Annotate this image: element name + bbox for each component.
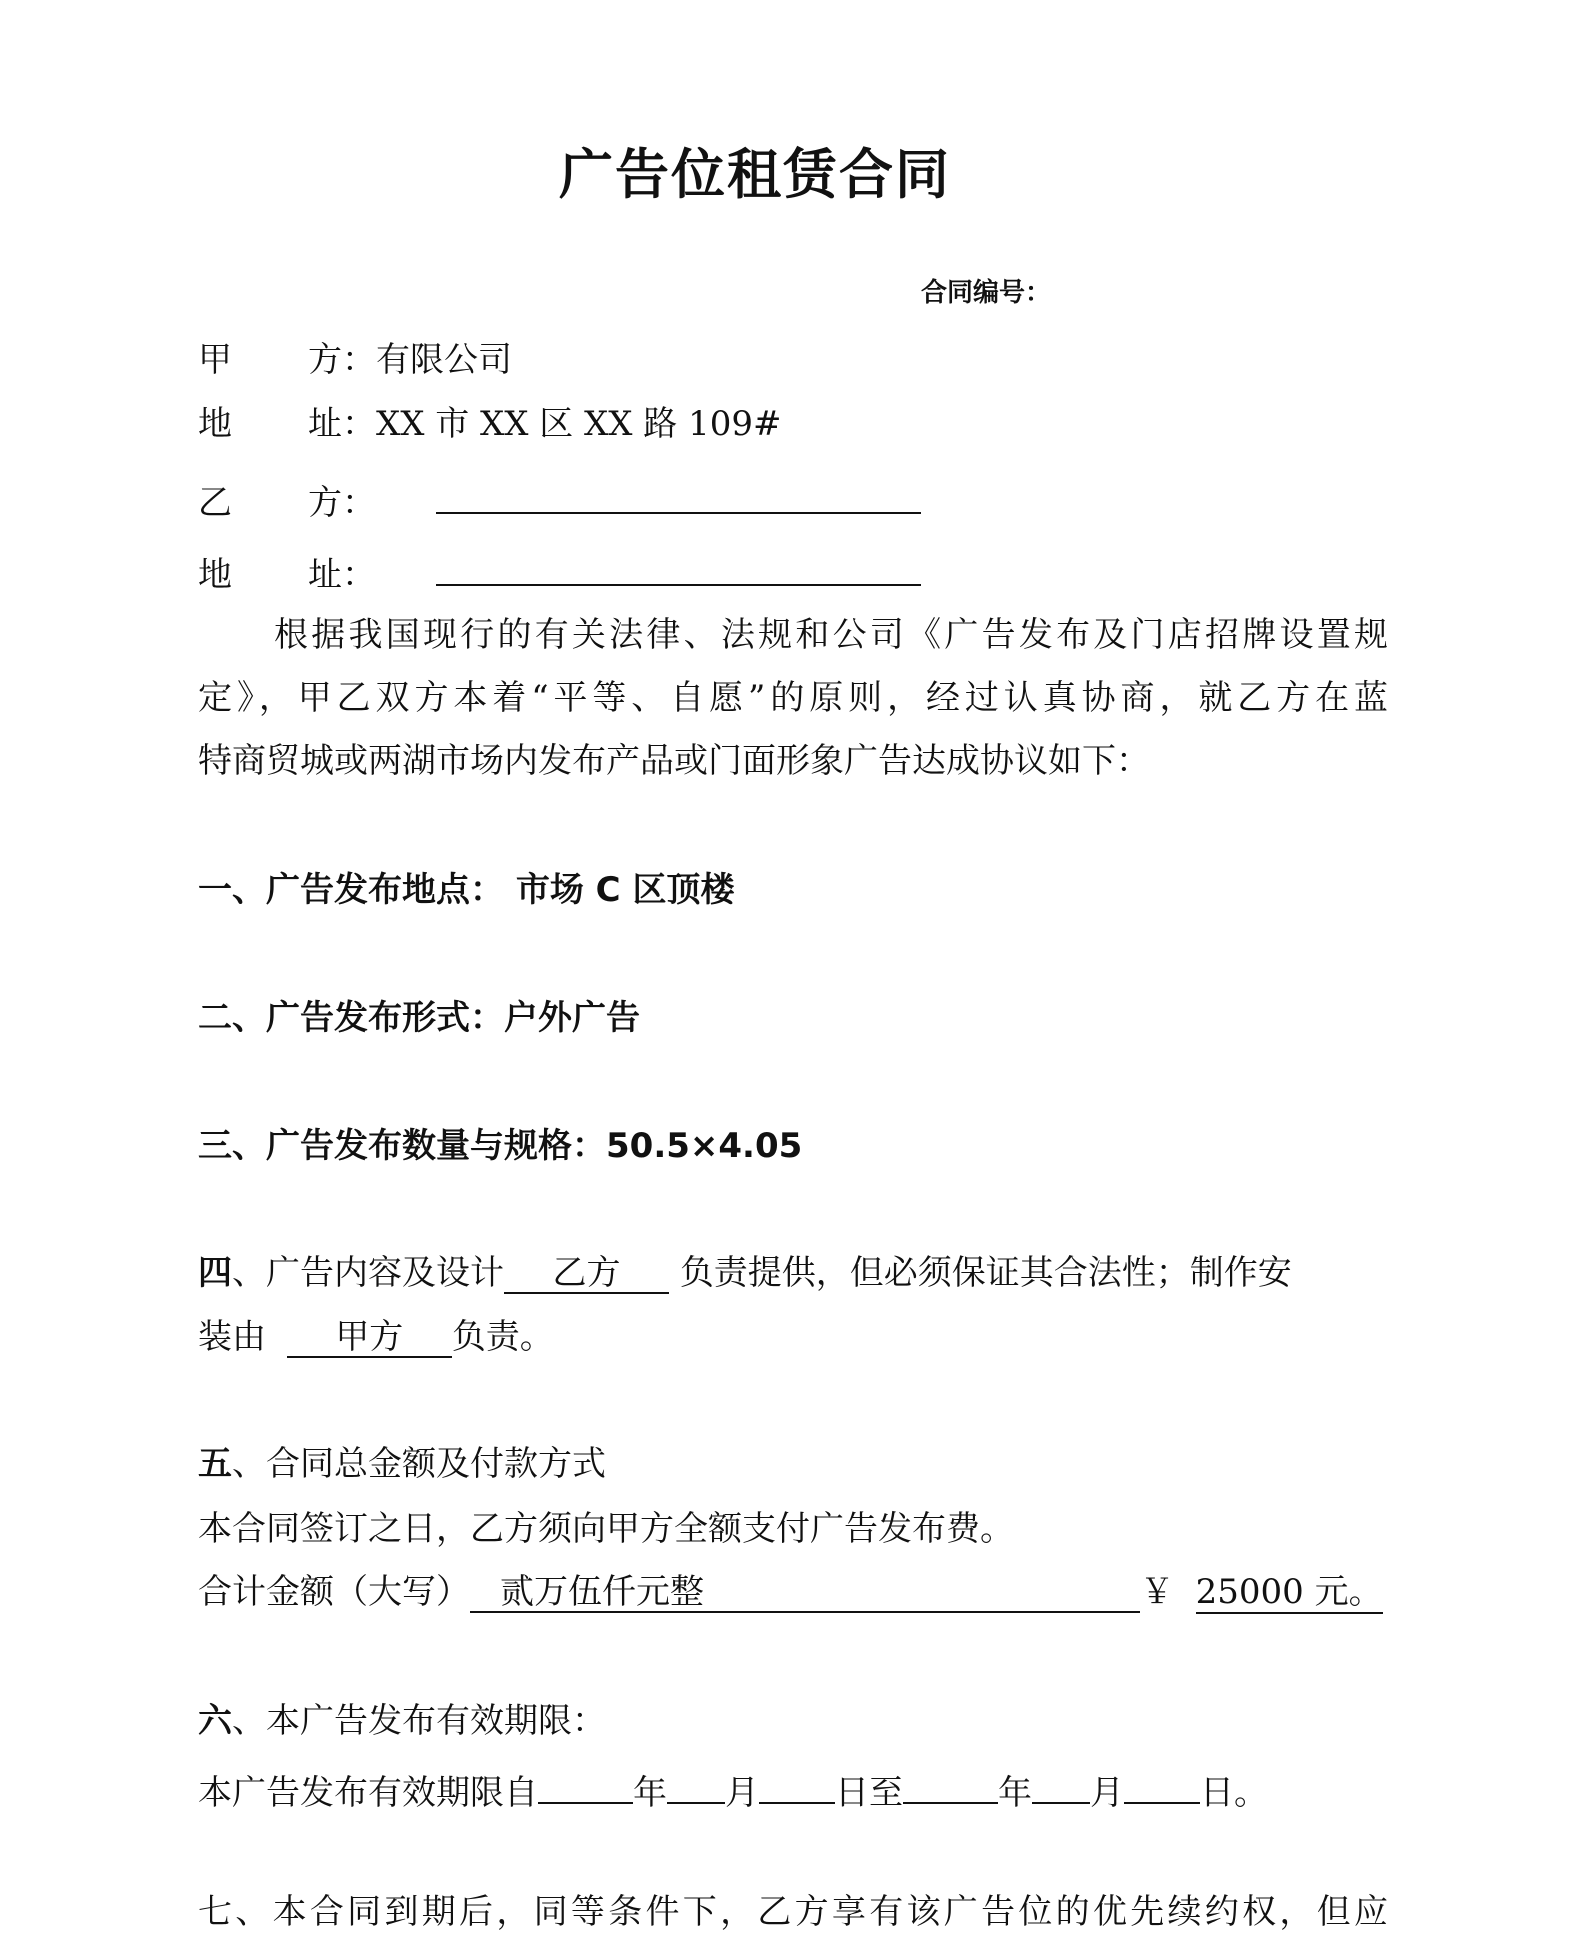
start-year-blank (538, 1764, 633, 1804)
intro-line-1: 根据我国现行的有关法律、法规和公司《广告发布及门店招牌设置规 (274, 615, 1388, 655)
section-number: 六 (198, 1701, 232, 1741)
text: 本广告发布有效期限自 (198, 1773, 538, 1813)
label: 地 (198, 555, 232, 595)
end-year-blank (903, 1764, 998, 1804)
text: 、合同总金额及付款方式 (232, 1444, 606, 1484)
end-month-blank (1032, 1764, 1090, 1804)
text: 、本广告发布有效期限： (232, 1701, 606, 1741)
label: 地 (198, 404, 232, 444)
section-5-line-1: 本合同签订之日，乙方须向甲方全额支付广告发布费。 (198, 1509, 1014, 1549)
section-5-amount-line (198, 1570, 1383, 1614)
text: 月 (1090, 1773, 1124, 1813)
ad-form: 户外广告 (504, 998, 640, 1038)
section-heading: 一、广告发布地点： (198, 870, 504, 910)
text: 负责。 (451, 1317, 554, 1357)
design-provider-field: 乙方 (504, 1254, 669, 1294)
address-b-line (198, 546, 921, 597)
section-4-line-1 (198, 1251, 1292, 1295)
section-5-heading (198, 1442, 606, 1486)
amount-figure (1196, 1572, 1383, 1614)
section-number: 五 (198, 1444, 232, 1484)
installer-field: 甲方 (287, 1318, 452, 1358)
text: 日。 (1200, 1773, 1268, 1813)
amount: 25000 (1195, 1572, 1304, 1612)
text: 年 (998, 1773, 1032, 1813)
label: 方： (308, 340, 376, 380)
address-a-value: XX 市 XX 区 XX 路 109# (376, 404, 782, 444)
currency-symbol: ￥ (1140, 1572, 1174, 1612)
section-6-heading (198, 1699, 606, 1743)
unit: 元。 (1314, 1572, 1383, 1612)
section-6-period-line (198, 1764, 1268, 1815)
section-1 (198, 868, 734, 912)
section-2 (198, 996, 640, 1040)
start-day-blank (759, 1764, 835, 1804)
label: 乙 (198, 483, 232, 523)
text: 负责提供，但必须保证其合法性；制作安 (679, 1253, 1292, 1293)
end-day-blank (1124, 1764, 1200, 1804)
amount-in-words: 贰万伍仟元整 (470, 1573, 1140, 1613)
label: 址： (308, 404, 376, 444)
party-a-value: 有限公司 (376, 340, 512, 380)
section-7-line-1: 七、本合同到期后，同等条件下，乙方享有该广告位的优先续约权，但应 (198, 1892, 1388, 1932)
text: 月 (725, 1773, 759, 1813)
text: 合计金额（大写） (198, 1572, 470, 1612)
label: 方： (308, 483, 376, 523)
label: 址： (308, 555, 376, 595)
text: 日至 (835, 1773, 903, 1813)
section-heading: 三、广告发布数量与规格： (198, 1126, 606, 1166)
ad-location: 市场 C 区顶楼 (515, 870, 735, 910)
party-a-line (198, 338, 512, 382)
label: 甲 (198, 340, 232, 380)
party-b-line (198, 474, 921, 525)
section-4-line-2 (198, 1315, 554, 1359)
text: 年 (633, 1773, 667, 1813)
start-month-blank (667, 1764, 725, 1804)
section-3 (198, 1124, 802, 1168)
text: 装由 (198, 1317, 266, 1357)
section-heading: 二、广告发布形式： (198, 998, 504, 1038)
document-title: 广告位租赁合同 (559, 143, 951, 206)
section-number: 四 (198, 1253, 232, 1293)
party-b-blank (436, 474, 921, 514)
text: 、广告内容及设计 (232, 1253, 504, 1293)
contract-number-label: 合同编号： (921, 278, 1052, 308)
address-a-line (198, 402, 781, 446)
intro-line-2: 定》，甲乙双方本着“平等、自愿”的原则，经过认真协商，就乙方在蓝 (198, 678, 1388, 718)
address-b-blank (436, 546, 921, 586)
intro-line-3: 特商贸城或两湖市场内发布产品或门面形象广告达成协议如下： (198, 741, 1150, 781)
ad-spec: 50.5×4.05 (606, 1126, 803, 1166)
